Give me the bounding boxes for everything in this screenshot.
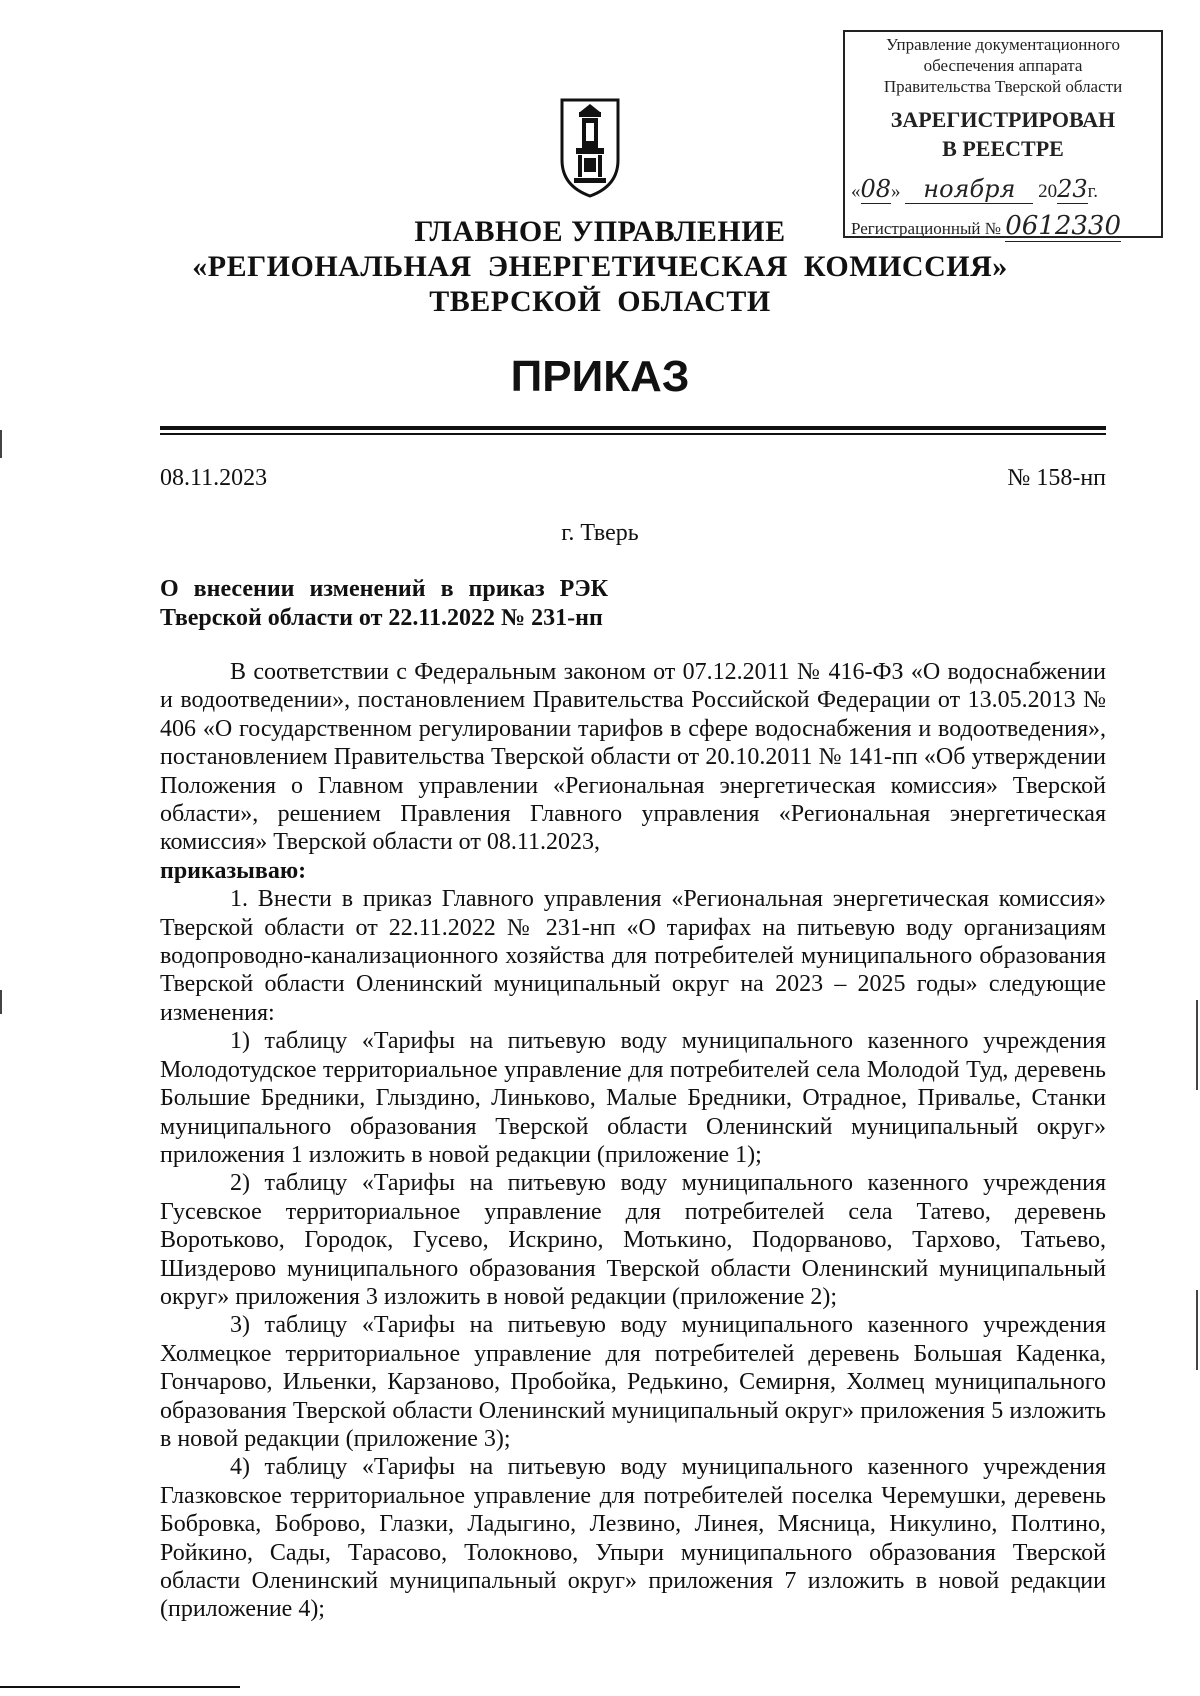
stamp-registered-line-2: В РЕЕСТРЕ [942, 136, 1064, 161]
subitem-2-paragraph: 2) таблицу «Тарифы на питьевую воду муниципального казенного учреждения Гусевское территориальное управление для потребителей села Татево, деревень Воротьково, Городок, Гусево, Искрино, Мотькино, Подорваново, Тархово, Татьево, Шиздерово муниципального образования Тверской области Оленинский муниципальный округ» приложения 3 изложить в новой редакции (приложение 2); [160, 1170, 1106, 1310]
order-subject [160, 575, 608, 633]
subitem-3-paragraph: 3) таблицу «Тарифы на питьевую воду муниципального казенного учреждения Холмецкое территориальное управление для потребителей деревень Большая Каденка, Гончарово, Ильенки, Карзаново, Пробойка, Редькино, Семирня, Холмец муниципального образования Тверской области Оленинский муниципальный округ» приложения 5 изложить в новой редакции (приложение 3); [160, 1312, 1106, 1452]
stamp-date-close: » [891, 181, 901, 202]
stamp-date-suffix: г. [1087, 181, 1099, 202]
order-word: приказываю: [160, 857, 307, 884]
stamp-date-day: 08 [860, 175, 892, 203]
organization-header [0, 214, 1200, 319]
stamp-date-month: ноября [905, 175, 1033, 204]
scan-edge-mark [0, 430, 2, 458]
document-type: ПРИКАЗ [510, 352, 690, 401]
stamp-date-year-prefix: 20 [1038, 181, 1058, 202]
header-divider-thick [160, 426, 1106, 430]
stamp-date-year: 23 [1057, 175, 1088, 203]
stamp-line-1: Управление документационного [886, 35, 1120, 54]
subject-line-1: О внесении изменений в приказ РЭК [160, 576, 608, 602]
org-line-1: ГЛАВНОЕ УПРАВЛЕНИЕ [414, 215, 786, 248]
stamp-registered-line-1: ЗАРЕГИСТРИРОВАН [890, 107, 1116, 132]
scan-edge-mark [1196, 1290, 1198, 1370]
order-word-paragraph [160, 857, 1106, 885]
order-city: г. Тверь [561, 520, 639, 546]
scan-edge-mark [1196, 1000, 1198, 1090]
org-line-2: «РЕГИОНАЛЬНАЯ ЭНЕРГЕТИЧЕСКАЯ КОМИССИЯ» [192, 250, 1008, 283]
stamp-regno-value: 0612330 [1005, 211, 1122, 241]
coat-of-arms-icon [560, 98, 620, 198]
subitem-1-paragraph: 1) таблицу «Тарифы на питьевую воду муниципального казенного учреждения Молодотудское территориальное управление для потребителей села Молодой Туд, деревень Большие Бредники, Глыздино, Линьково, Малые Бредники, Отрадное, Привалье, Станки муниципального образования Тверской области Оленинский муниципальный округ» приложения 1 изложить в новой редакции (приложение 1); [160, 1028, 1106, 1168]
order-date: 08.11.2023 [160, 465, 268, 491]
stamp-line-2: обеспечения аппарата [923, 56, 1083, 75]
org-line-3: ТВЕРСКОЙ ОБЛАСТИ [429, 285, 771, 318]
subject-line-2: Тверской области от 22.11.2022 № 231-нп [160, 605, 603, 631]
preamble-paragraph: В соответствии с Федеральным законом от 07.12.2011 № 416-ФЗ «О водоснабжении и водоотведении», постановлением Правительства Российской Федерации от 13.05.2013 № 406 «О государственном регулировании тарифов в сфере водоснабжения и водоотведения», постановлением Правительства Тверской области от 20.10.2011 № 141-пп «Об утверждении Положения о Главном управлении «Региональная энергетическая комиссия» Тверской области», решением Правления Главного управления «Региональная энергетическая комиссия» Тверской области от 08.11.2023, [160, 659, 1106, 856]
subitem-4-paragraph: 4) таблицу «Тарифы на питьевую воду муниципального казенного учреждения Глазковское территориальное управление для потребителей поселка Черемушки, деревень Бобровка, Боброво, Глазки, Ладыгино, Лезвино, Линея, Мясница, Никулино, Полтино, Ройкино, Сады, Тарасово, Толокново, Упыри муниципального образования Тверской области Оленинский муниципальный округ» приложения 7 изложить в новой редакции (приложение 4); [160, 1454, 1106, 1623]
scan-edge-mark [0, 990, 2, 1014]
stamp-department [845, 34, 1161, 97]
stamp-date-open: « [851, 181, 861, 202]
stamp-line-3: Правительства Тверской области [883, 77, 1123, 96]
order-number: № 158-нп [1007, 465, 1106, 491]
stamp-date [845, 175, 1161, 203]
stamp-registered [845, 105, 1161, 163]
order-body [160, 658, 1106, 1624]
item-1-paragraph: 1. Внести в приказ Главного управления «Региональная энергетическая комиссия» Тверской области от 22.11.2022 № 231-нп «О тарифах на питьевую воду организациям водопроводно-канализационного хозяйства для потребителей муниципального образования Тверской области Оленинский муниципальный округ на 2023 – 2025 годы» следующие изменения: [160, 886, 1106, 1026]
registration-stamp [843, 30, 1163, 241]
stamp-regno-label: Регистрационный № [851, 219, 1001, 238]
header-divider-thin [160, 433, 1106, 435]
footer-rule [0, 1686, 240, 1688]
